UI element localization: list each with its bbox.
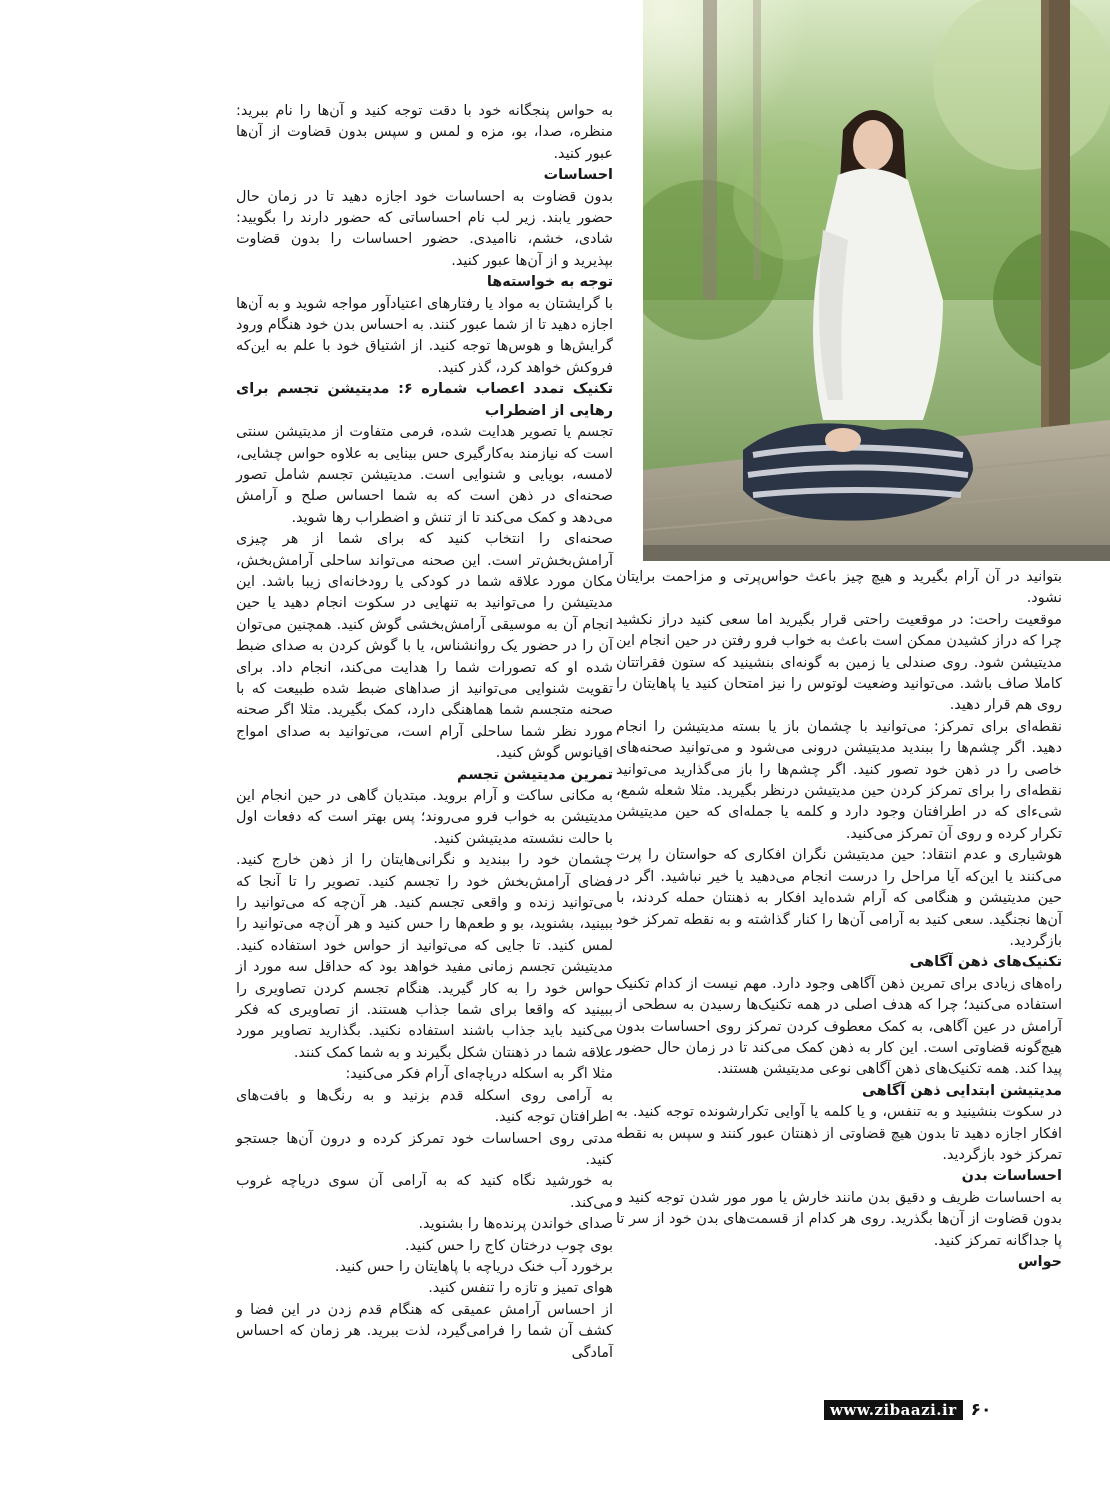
left-text-column: [236, 101, 613, 1364]
paragraph: مدتی روی احساسات خود تمرکز کرده و درون آن‌ها جستجو کنید.: [236, 1130, 613, 1168]
paragraph: نقطه‌ای برای تمرکز: می‌توانید با چشمان باز یا بسته مدیتیشن را انجام دهید. اگر چشم‌ها را ببندید مدیتیشن درونی می‌شود و می‌توانید صحنه‌های خاصی را در ذهن خود تصور کنید. اگر چشم‌ها را باز می‌گذارید می‌توانید نقطه‌ای را برای تمرکز کردن حین مدیتیشن درنظر بگیرید. مثلا شعله شمع، شیءای که در اطرافتان وجود دارد و کلمه یا جمله‌ای که حین مدیتیشن تکرار کرده و روی آن تمرکز می‌کنید.: [616, 718, 1062, 842]
paragraph: صدای خواندن پرنده‌ها را بشنوید.: [418, 1216, 613, 1233]
paragraph: راه‌های زیادی برای تمرین ذهن آگاهی وجود دارد. مهم نیست از کدام تکنیک استفاده می‌کنید؛ چرا که هدف اصلی در همه تکنیک‌ها رسیدن به سطحی از آرامش در عین آگاهی، به کمک معطوف کردن تمرکز روی احساسات بدون هیچ‌گونه قضاوتی است. این کار به ذهن کمک می‌کند تا در زمان حال حضور پیدا کند. همه تکنیک‌های ذهن آگاهی نوعی مدیتیشن هستند.: [616, 975, 1062, 1078]
paragraph: هوشیاری و عدم انتقاد: حین مدیتیشن نگران افکاری که حواستان را پرت می‌کنند یا این‌که آیا مراحل را درست انجام می‌دهید یا خیر نباشید. اگر در حین مدیتیشن و هنگامی که آرام شده‌اید افکار به ذهنتان حمله کردند، با آن‌ها نجنگید. سعی کنید به آرامی آن‌ها را کنار گذاشته و به نقطه تمرکز خود بازگردید.: [616, 847, 1062, 949]
paragraph: به خورشید نگاه کنید که به آرامی آن سوی دریاچه غروب می‌کند.: [236, 1173, 613, 1211]
section-heading: تکنیک تمدد اعصاب شماره ۶: مدیتیشن تجسم برای رهایی از اضطراب: [236, 381, 614, 419]
paragraph: به آرامی روی اسکله قدم بزنید و به رنگ‌ها و بافت‌های اطرافتان توجه کنید.: [236, 1087, 613, 1126]
paragraph: به حواس پنجگانه خود با دقت توجه کنید و آن‌ها را نام ببرید: منظره، صدا، بو، مزه و لمس و سپس بدون قضاوت از آن‌ها عبور کنید.: [236, 103, 613, 162]
website-label: www.zibaazi.ir: [824, 1400, 963, 1420]
section-heading: مدیتیشن ابتدایی ذهن آگاهی: [862, 1082, 1062, 1099]
section-heading: حواس: [1017, 1254, 1062, 1270]
paragraph: بتوانید در آن آرام بگیرید و هیچ چیز باعث حواس‌پرتی و مزاحمت برایتان نشود.: [616, 569, 1062, 607]
paragraph: چشمان خود را ببندید و نگرانی‌هایتان را از ذهن خارج کنید. فضای آرامش‌بخش خود را تجسم کنید. تصویر را تا آنجا که می‌توانید زنده و واقعی تجسم کنید. هر آن‌چه که می‌توانید را ببینید، بشنوید، بو و طعم‌ها را حس کنید و هر آن‌چه می‌توانید را لمس کنید. تا جایی که می‌توانید از حواس خود استفاده کنید. مدیتیشن تجسم زمانی مفید خواهد بود که حداقل سه مورد از حواس خود را به کار گیرید. هنگام تجسم کردن تصاویری را ببینید که واقعا برای شما جذاب هستند. از تصاویری که فکر می‌کنید باید جذاب باشند استفاده نکنید. بگذارید تصاویر مورد علاقه شما در ذهنتان شکل بگیرند و به شما کمک کنند.: [236, 852, 613, 1061]
paragraph: بدون قضاوت به احساسات خود اجازه دهید تا در زمان حال حضور یابند. زیر لب نام احساساتی که حضور دارند را بگویید: شادی، خشم، ناامیدی. حضور احساسات را بدون قضاوت بپذیرید و از آن‌ها عبور کنید.: [236, 188, 613, 269]
section-heading: احساسات: [543, 167, 613, 184]
paragraph: به احساسات ظریف و دقیق بدن مانند خارش یا مور مور شدن توجه کنید و بدون قضاوت از آن‌ها بگذرید. روی هر کدام از قسمت‌های بدن خود از سر تا پا جداگانه تمرکز کنید.: [616, 1189, 1062, 1249]
page-footer: [824, 1399, 991, 1421]
paragraph: صحنه‌ای را انتخاب کنید که برای شما از هر چیزی آرامش‌بخش‌تر است. این صحنه می‌تواند ساحلی آرامش‌بخش، مکان مورد علاقه شما در کودکی یا رودخانه‌ای زیبا باشد. این مدیتیشن را می‌توانید به تنهایی در سکوت انجام دهید یا حین انجام آن به موسیقی آرامش‌بخشی گوش کنید. همچنین می‌توان آن را در حضور یک روانشناس، یا با گوش کردن به صدای ضبط شده او که تصورات شما را هدایت می‌کند، انجام داد. برای تقویت شنوایی می‌توانید از صداهای ضبط شده طبیعت که با صحنه متجسم شما هماهنگی دارد، کمک بگیرید. مثلا اگر صحنه مورد نظر شما ساحلی آرام است، می‌توانید به صدای امواج اقیانوس گوش کنید.: [236, 531, 613, 762]
paragraph: در سکوت بنشینید و به تنفس، و یا کلمه یا آوایی تکرارشونده توجه کنید. به افکار اجازه دهید تا بدون هیچ قضاوتی از ذهنتان عبور کنند و سپس به نقطه تمرکز خود بازگردید.: [616, 1104, 1062, 1163]
paragraph: هوای تمیز و تازه را تنفس کنید.: [428, 1280, 613, 1297]
section-heading: تکنیک‌های ذهن آگاهی: [909, 954, 1062, 971]
paragraph: مثلا اگر به اسکله دریاچه‌ای آرام فکر می‌کنید:: [345, 1066, 613, 1083]
paragraph: بوی چوب درختان کاج را حس کنید.: [405, 1237, 613, 1254]
paragraph: برخورد آب خنک دریاچه با پاهایتان را حس کنید.: [334, 1258, 613, 1275]
section-heading: تمرین مدیتیشن تجسم: [456, 766, 613, 783]
section-heading: توجه به خواسته‌ها: [486, 274, 613, 291]
paragraph: موقعیت راحت: در موقعیت راحتی قرار بگیرید اما سعی کنید دراز نکشید چرا که دراز کشیدن ممکن است باعث به خواب فرو رفتن در حین انجام این مدیتیشن شود. روی صندلی یا زمین به گونه‌ای بنشینید که ستون فقراتتان کاملا صاف باشد. می‌توانید وضعیت لوتوس را نیز امتحان کنید یا پاهایتان را روی هم قرار دهید.: [616, 611, 1062, 714]
paragraph: تجسم یا تصویر هدایت شده، فرمی متفاوت از مدیتیشن سنتی است که نیازمند به‌کارگیری حس بینایی به علاوه حواس چشایی، لامسه، بویایی و شنوایی است. مدیتیشن تجسم شامل تصور صحنه‌ای در ذهن است که به شما احساس صلح و آرامش می‌دهد و کمک می‌کند تا از تنش و اضطراب رها شوید.: [236, 424, 613, 526]
paragraph: از احساس آرامش عمیقی که هنگام قدم زدن در این فضا و کشف آن شما را فرامی‌گیرد، لذت ببرید. هر زمان که احساس آمادگی: [236, 1301, 613, 1361]
paragraph: با گرایشتان به مواد یا رفتارهای اعتیادآور مواجه شوید و به آن‌ها اجازه دهید تا از شما عبور کنند. به احساس بدن خود هنگام ورود گرایش‌ها و هوس‌ها توجه کنید. از اشتیاق خود با علم به این‌که فروکش خواهد کرد، گذر کنید.: [236, 295, 613, 376]
section-heading: احساسات بدن: [961, 1168, 1062, 1185]
page-number: ۶۰: [970, 1400, 992, 1420]
meditation-photo: [643, 0, 1110, 561]
paragraph: به مکانی ساکت و آرام بروید. مبتدیان گاهی در حین انجام این مدیتیشن به خواب فرو می‌روند؛ پس بهتر است که دفعات اول با حالت نشسته مدیتیشن کنید.: [236, 788, 613, 847]
right-text-column: [616, 567, 1062, 1273]
